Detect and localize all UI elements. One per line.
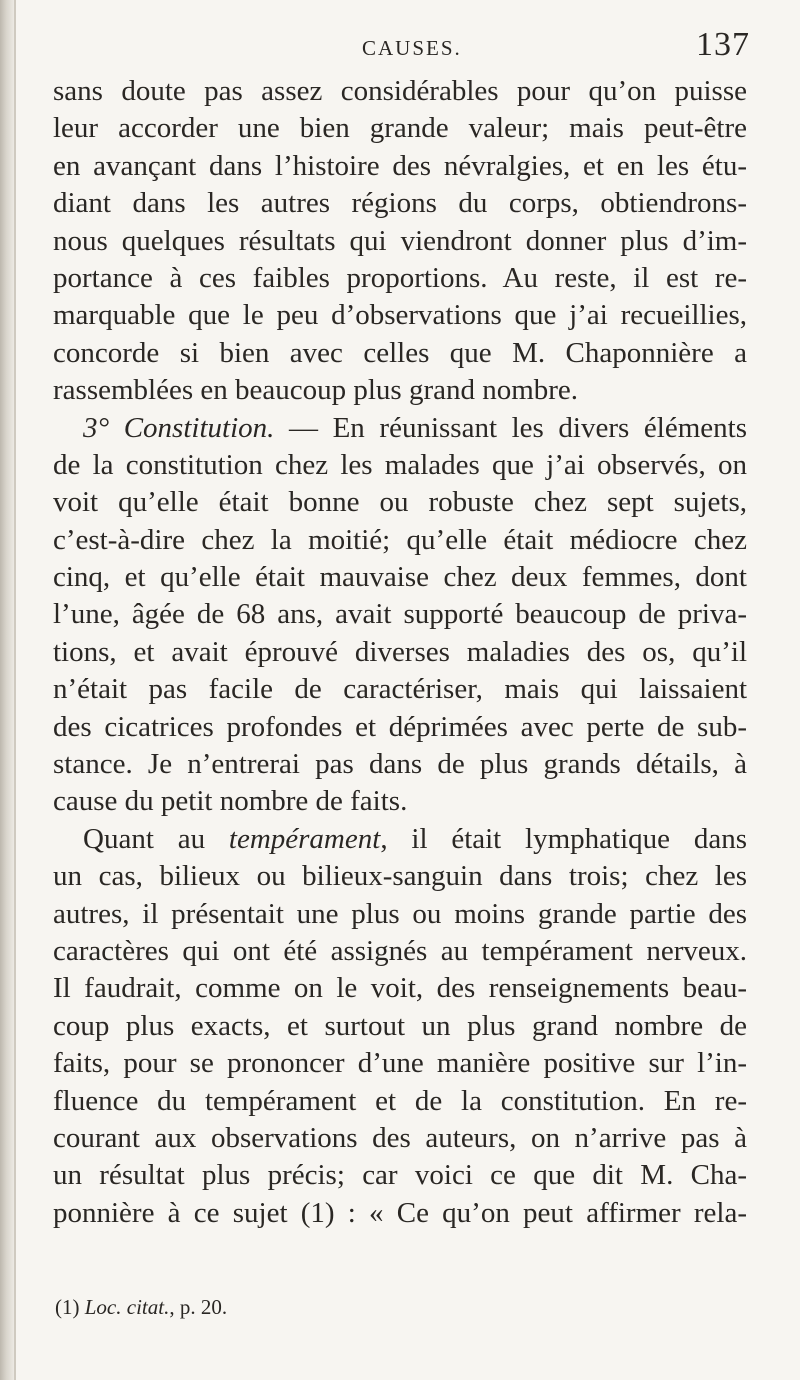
text-line: marquable que le peu d’observations que j’ai recueillies,: [53, 299, 747, 332]
footnote-page: , p. 20.: [169, 1295, 228, 1319]
text-line: tions, et avait éprouvé diverses maladies des os, qu’il: [53, 635, 747, 668]
text-line: un résultat plus précis; car voici ce que dit M. Cha-: [53, 1159, 747, 1192]
text-line: autres, il présentait une plus ou moins grande partie des: [53, 897, 747, 930]
footnote: [55, 1295, 227, 1320]
text-line: courant aux observations des auteurs, on n’arrive pas à: [53, 1121, 747, 1154]
section-heading-line: [53, 410, 747, 447]
text-line: coup plus exacts, et surtout un plus grand nombre de: [53, 1009, 747, 1042]
text-line: leur accorder une bien grande valeur; mais peut-être: [53, 112, 747, 145]
text-line: voit qu’elle était bonne ou robuste chez sept sujets,: [53, 486, 747, 519]
text-run: — En réunissant les divers éléments: [288, 411, 747, 444]
body-text: [53, 73, 747, 1232]
text-line: caractères qui ont été assignés au tempérament nerveux.: [53, 934, 747, 967]
text-line: l’une, âgée de 68 ans, avait supporté beaucoup de priva-: [53, 598, 747, 631]
page-number: 137: [696, 26, 750, 63]
text-line: nous quelques résultats qui viendront donner plus d’im-: [53, 224, 747, 257]
text-line: cinq, et qu’elle était mauvaise chez deux femmes, dont: [53, 561, 747, 594]
section-heading-constitution: 3° Constitution.: [83, 411, 275, 444]
text-line: sans doute pas assez considérables pour qu’on puisse: [53, 75, 747, 107]
text-line: concorde si bien avec celles que M. Chaponnière a: [53, 336, 747, 369]
text-line: n’était pas facile de caractériser, mais qui laissaient: [53, 673, 747, 706]
text-line: de la constitution chez les malades que j’ai observés, on: [53, 448, 747, 481]
text-line: rassemblées en beaucoup plus grand nombre.: [53, 374, 579, 407]
text-line: stance. Je n’entrerai pas dans de plus grands détails, à: [53, 748, 747, 781]
footnote-reference: Loc. citat.: [84, 1295, 170, 1319]
term-temperament: tempérament: [228, 822, 381, 855]
text-line: ponnière à ce sujet (1) : « Ce qu’on peut affirmer rela-: [53, 1196, 747, 1229]
text-line: diant dans les autres régions du corps, obtiendrons-: [53, 187, 747, 220]
running-head-title: CAUSES.: [362, 36, 462, 60]
text-line: en avançant dans l’histoire des névralgies, et en les étu-: [53, 149, 747, 182]
text-line: un cas, bilieux ou bilieux-sanguin dans trois; chez les: [53, 860, 747, 893]
text-line: fluence du tempérament et de la constitution. En re-: [53, 1084, 747, 1117]
text-line: faits, pour se prononcer d’une manière positive sur l’in-: [53, 1047, 747, 1080]
footnote-marker: (1): [55, 1295, 80, 1319]
text-run: , il était lymphatique dans: [380, 822, 747, 855]
text-run: Quant au: [83, 822, 206, 855]
running-head: [0, 18, 800, 68]
text-line: c’est-à-dire chez la moitié; qu’elle était médiocre chez: [53, 523, 747, 556]
paragraph-start-line: [53, 821, 747, 858]
text-line: cause du petit nombre de faits.: [53, 785, 408, 818]
text-line: portance à ces faibles proportions. Au reste, il est re-: [53, 261, 747, 294]
text-line: Il faudrait, comme on le voit, des renseignements beau-: [53, 972, 747, 1005]
text-line: des cicatrices profondes et déprimées avec perte de sub-: [53, 710, 747, 743]
